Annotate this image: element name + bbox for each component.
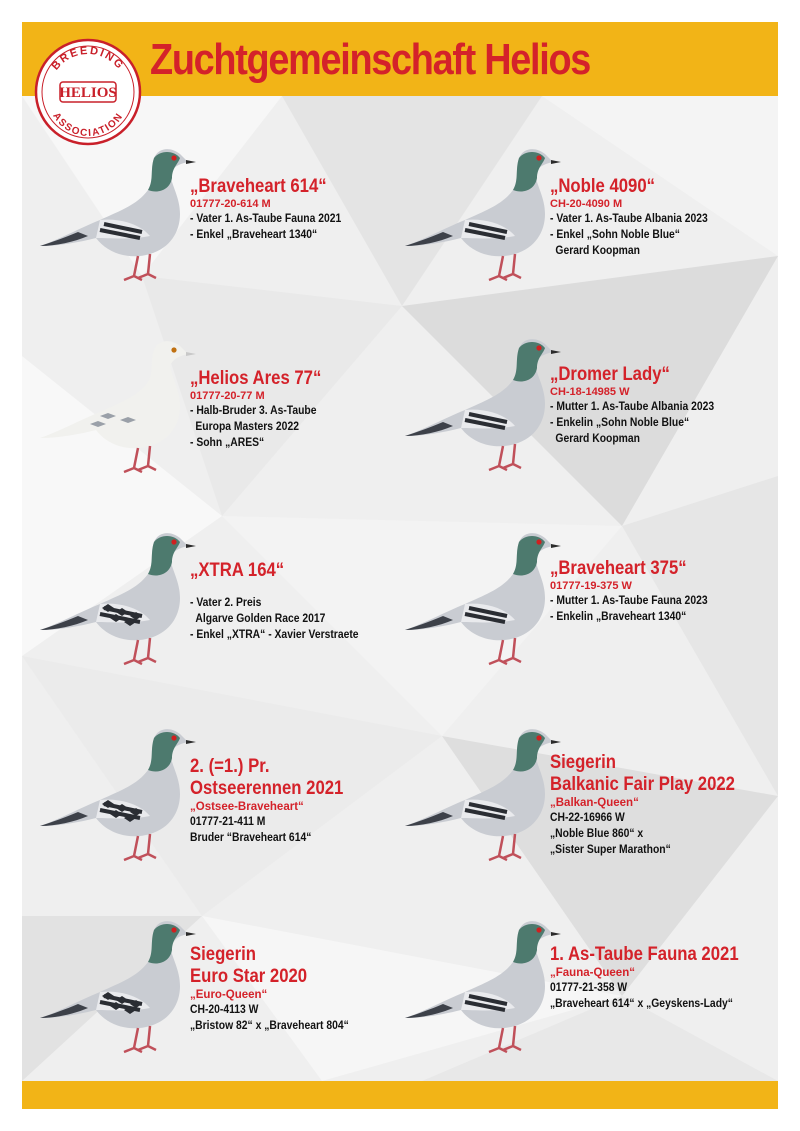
pigeon-name: „Braveheart 614“	[190, 176, 327, 197]
pigeon-image-ostsee-braveheart	[30, 708, 200, 868]
achievement-race: Euro Star 2020	[190, 966, 308, 987]
footer-band	[22, 1081, 778, 1109]
ring-number	[190, 582, 377, 595]
pigeon-image-euro-queen	[30, 900, 200, 1060]
pigeon-entry-braveheart-614	[190, 176, 358, 243]
pigeon-nickname: „Balkan-Queen“	[550, 797, 639, 809]
achievement-title: 2. (=1.) Pr.	[190, 756, 270, 777]
achievement-title: Siegerin	[550, 752, 616, 773]
pigeon-image-helios-ares-77	[30, 320, 200, 480]
pigeon-image-braveheart-375	[395, 512, 565, 672]
pedigree-line: Bruder “Braveheart 614“	[190, 832, 312, 844]
pigeon-image-dromer-lady	[395, 318, 565, 478]
ring-number: 01777-20-614 M	[190, 198, 271, 210]
achievement-race: Ostseerennen 2021	[190, 778, 344, 799]
pedigree-line: - Mutter 1. As-Taube Fauna 2023	[550, 595, 708, 607]
pedigree-line: CH-22-16966 W	[550, 812, 625, 824]
achievement-title: Siegerin	[190, 944, 256, 965]
logo-bottom-text: ASSOCIATION	[50, 110, 126, 140]
pedigree-line: - Enkelin „Sohn Noble Blue“	[550, 417, 690, 429]
pedigree-line: - Enkelin „Braveheart 1340“	[550, 611, 687, 623]
pedigree-line: - Enkel „XTRA“ - Xavier Verstraete	[190, 629, 359, 641]
page-title: Zuchtgemeinschaft Helios	[150, 35, 591, 84]
pigeon-entry-euro-queen	[190, 944, 366, 1034]
ring-number: 01777-20-77 M	[190, 390, 265, 402]
pedigree-line: - Sohn „ARES“	[190, 437, 265, 449]
pigeon-nickname: „Euro-Queen“	[190, 989, 268, 1001]
pedigree-line: Gerard Koopman	[555, 433, 640, 445]
achievement-race: Balkanic Fair Play 2022	[550, 774, 735, 795]
pedigree-line: - Vater 2. Preis	[190, 597, 262, 609]
pedigree-line: „Sister Super Marathon“	[550, 844, 671, 856]
pigeon-image-balkan-queen	[395, 708, 565, 868]
pigeon-image-braveheart-614	[30, 128, 200, 288]
pigeon-entry-xtra-164	[190, 560, 377, 643]
pigeon-name: „Noble 4090“	[550, 176, 656, 197]
pigeon-entry-noble-4090	[550, 176, 725, 259]
ring-number: CH-20-4090 M	[550, 198, 623, 210]
pigeon-image-xtra-164	[30, 512, 200, 672]
pigeon-entry-balkan-queen	[550, 752, 760, 858]
pedigree-line: Europa Masters 2022	[195, 421, 299, 433]
pigeon-name: „Dromer Lady“	[550, 364, 670, 385]
pedigree-line: Algarve Golden Race 2017	[195, 613, 326, 625]
pigeon-name: „XTRA 164“	[190, 560, 285, 581]
logo-center-text: HELIOS	[59, 85, 117, 101]
pigeon-entry-ostsee-braveheart	[190, 756, 364, 846]
pigeon-image-noble-4090	[395, 128, 565, 288]
pedigree-line: „Bristow 82“ x „Braveheart 804“	[190, 1020, 349, 1032]
ring-number: 01777-19-375 W	[550, 580, 632, 592]
pedigree-line: - Vater 1. As-Taube Fauna 2021	[190, 213, 342, 225]
pedigree-line: 01777-21-411 M	[190, 816, 266, 828]
ring-number: CH-18-14985 W	[550, 386, 630, 398]
logo-top-text: BREEDING	[49, 44, 127, 73]
pedigree-line: - Enkel „Sohn Noble Blue“	[550, 229, 680, 241]
achievement-title: 1. As-Taube Fauna 2021	[550, 944, 739, 965]
pigeon-nickname: „Ostsee-Braveheart“	[190, 801, 304, 813]
pigeon-entry-braveheart-375	[550, 558, 725, 625]
pedigree-line: - Mutter 1. As-Taube Albania 2023	[550, 401, 715, 413]
pedigree-line: - Enkel „Braveheart 1340“	[190, 229, 318, 241]
pigeon-entry-dromer-lady	[550, 364, 732, 447]
pigeon-name: „Helios Ares 77“	[190, 368, 322, 389]
pigeon-entry-fauna-queen	[550, 944, 764, 1012]
pedigree-line: CH-20-4113 W	[190, 1004, 259, 1016]
pigeon-entry-helios-ares-77	[190, 368, 339, 451]
pigeon-image-fauna-queen	[395, 900, 565, 1060]
pigeon-nickname: „Fauna-Queen“	[550, 967, 635, 979]
pigeon-name: „Braveheart 375“	[550, 558, 687, 579]
pedigree-line: „Noble Blue 860“ x	[550, 828, 644, 840]
pedigree-line: „Braveheart 614“ x „Geyskens-Lady“	[550, 998, 733, 1010]
pedigree-line: - Halb-Bruder 3. As-Taube	[190, 405, 317, 417]
pedigree-line: Gerard Koopman	[555, 245, 640, 257]
pedigree-line: - Vater 1. As-Taube Albania 2023	[550, 213, 708, 225]
pedigree-line: 01777-21-358 W	[550, 982, 628, 994]
